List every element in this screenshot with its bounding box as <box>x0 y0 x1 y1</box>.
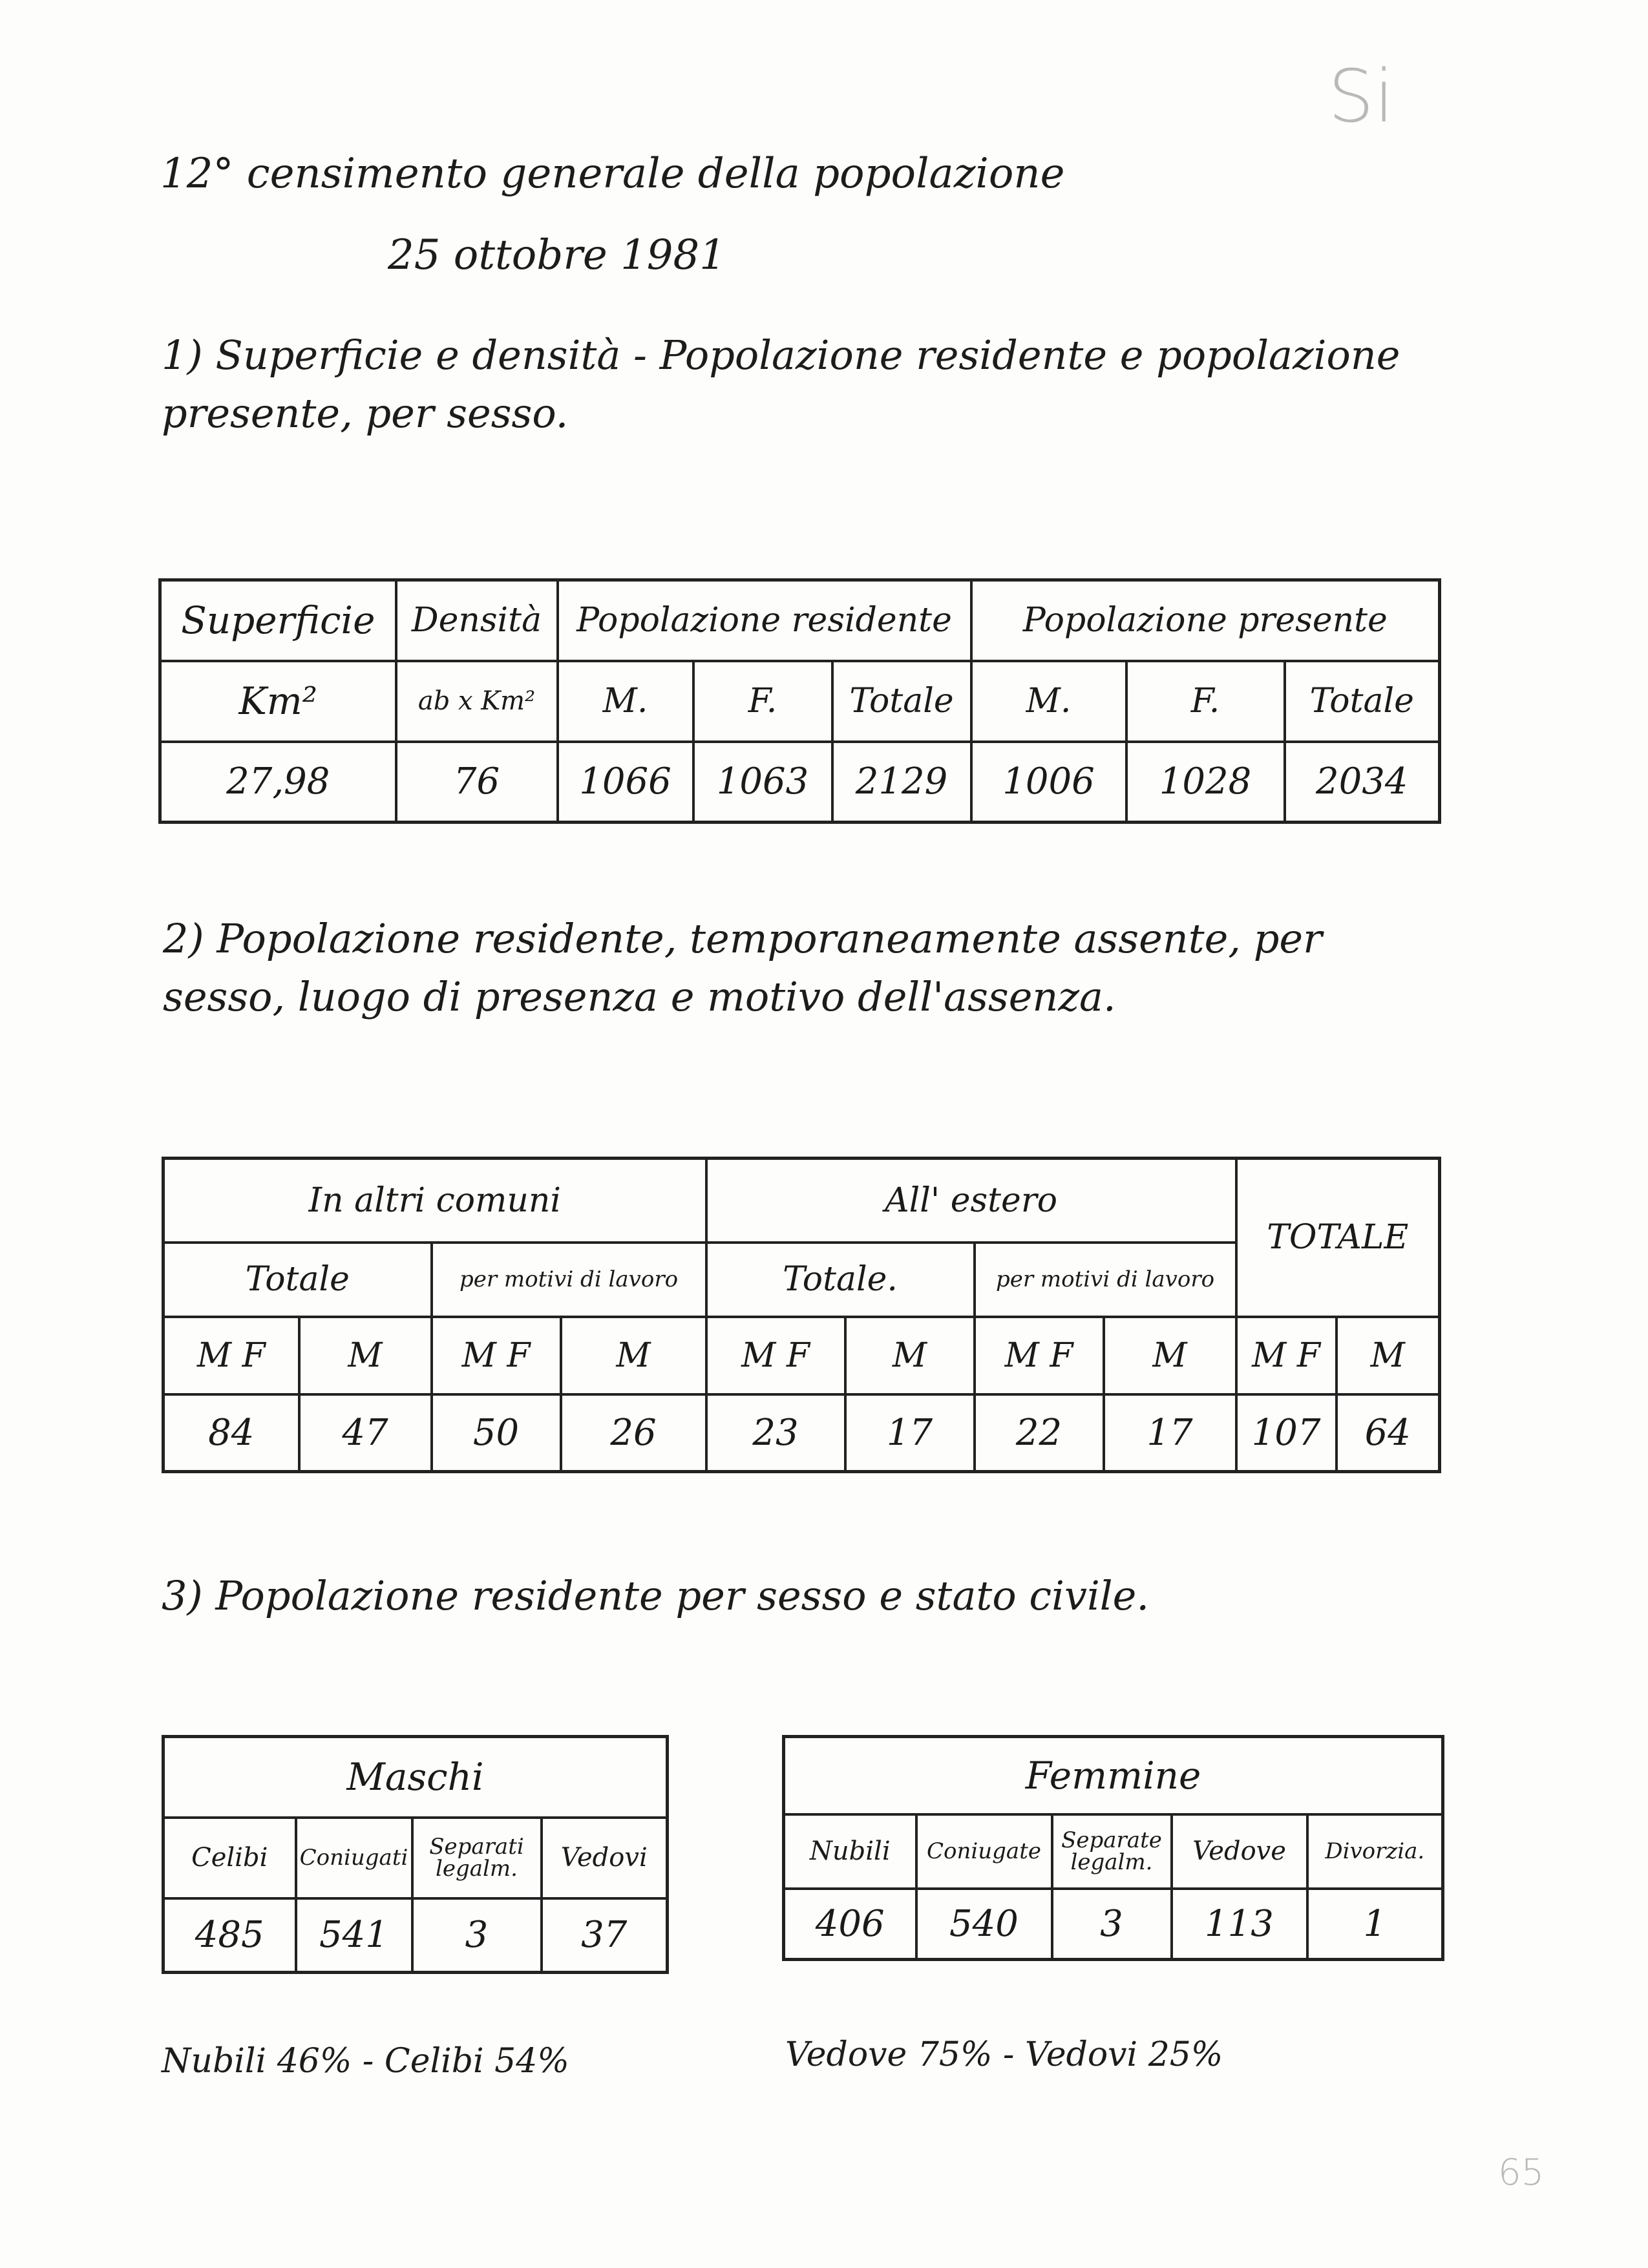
sex-label: M F <box>1236 1317 1336 1394</box>
value-separate: 3 <box>1052 1889 1172 1960</box>
section-3-heading: 3) Popolazione residente per sesso e stato civile. <box>162 1572 1150 1619</box>
sex-label: M <box>845 1317 975 1394</box>
table-assenti <box>162 1157 1441 1473</box>
header-totale: TOTALE <box>1236 1159 1440 1317</box>
sex-label: M <box>1104 1317 1236 1394</box>
value-separati: 3 <box>412 1898 542 1973</box>
section-2-heading: 2) Popolazione residente, temporaneamente assente, per sesso, luogo di presenza e motivo dell'assenza. <box>163 915 1322 1020</box>
value-superficie: 27,98 <box>160 742 396 823</box>
sub-lavoro-estero: per motivi di lavoro <box>975 1243 1236 1317</box>
header-densita: Densità <box>396 580 558 661</box>
sub-totale-altri-comuni: Totale <box>164 1243 432 1317</box>
table-maschi <box>162 1735 669 1974</box>
col-totale-residente: Totale <box>832 661 971 742</box>
col-femmine-residente: F. <box>693 661 832 742</box>
col-totale-presente: Totale <box>1285 661 1440 742</box>
value-coniugate: 540 <box>916 1889 1052 1960</box>
value-femmine-residenti: 1063 <box>693 742 832 823</box>
value-celibi: 485 <box>164 1898 296 1973</box>
col-maschi-residente: M. <box>558 661 693 742</box>
value-estero-totale-m: 17 <box>845 1394 975 1472</box>
value-estero-lavoro-mf: 22 <box>975 1394 1104 1472</box>
sex-label: M <box>299 1317 432 1394</box>
femmine-title: Femmine <box>784 1737 1443 1814</box>
value-altri-comuni-totale-mf: 84 <box>164 1394 299 1472</box>
header-altri-comuni: In altri comuni <box>164 1159 706 1243</box>
sub-lavoro-altri-comuni: per motivi di lavoro <box>432 1243 706 1317</box>
table-superficie-densita <box>158 578 1441 824</box>
value-totale-mf: 107 <box>1236 1394 1336 1472</box>
value-densita: 76 <box>396 742 558 823</box>
value-maschi-residenti: 1066 <box>558 742 693 823</box>
value-altri-comuni-lavoro-mf: 50 <box>432 1394 561 1472</box>
value-divorziate: 1 <box>1307 1889 1443 1960</box>
col-celibi: Celibi <box>164 1818 296 1898</box>
value-totale-m: 64 <box>1336 1394 1440 1472</box>
col-vedovi: Vedovi <box>542 1818 668 1898</box>
sex-label: M <box>561 1317 706 1394</box>
col-separati: Separati legalm. <box>412 1818 542 1898</box>
col-coniugate: Coniugate <box>916 1814 1052 1889</box>
header-estero: All' estero <box>706 1159 1236 1243</box>
value-estero-totale-mf: 23 <box>706 1394 845 1472</box>
table-femmine <box>782 1735 1444 1961</box>
sex-label: M F <box>706 1317 845 1394</box>
corner-pencil-mark: Si <box>1328 55 1395 139</box>
value-estero-lavoro-m: 17 <box>1104 1394 1236 1472</box>
page-date: 25 ottobre 1981 <box>388 231 726 279</box>
col-nubili: Nubili <box>784 1814 916 1889</box>
note-nubili-celibi: Nubili 46% - Celibi 54% <box>162 2042 569 2081</box>
page-number: 65 <box>1498 2152 1545 2194</box>
header-popolazione-presente: Popolazione presente <box>971 580 1440 661</box>
header-popolazione-residente: Popolazione residente <box>558 580 971 661</box>
value-coniugati: 541 <box>296 1898 412 1973</box>
col-maschi-presente: M. <box>971 661 1126 742</box>
col-separate: Separate legalm. <box>1052 1814 1172 1889</box>
header-superficie: Superficie <box>160 580 396 661</box>
section-1-heading: 1) Superficie e densità - Popolazione residente e popolazione presente, per sesso. <box>162 331 1400 437</box>
value-maschi-presenti: 1006 <box>971 742 1126 823</box>
unit-ab-km2: ab x Km² <box>396 661 558 742</box>
maschi-title: Maschi <box>164 1737 668 1818</box>
page-title: 12° censimento generale della popolazione <box>160 150 1065 198</box>
value-altri-comuni-lavoro-m: 26 <box>561 1394 706 1472</box>
value-nubili: 406 <box>784 1889 916 1960</box>
col-vedove: Vedove <box>1172 1814 1307 1889</box>
sex-label: M F <box>975 1317 1104 1394</box>
sub-totale-estero: Totale. <box>706 1243 975 1317</box>
value-altri-comuni-totale-m: 47 <box>299 1394 432 1472</box>
value-totale-residenti: 2129 <box>832 742 971 823</box>
sex-label: M F <box>432 1317 561 1394</box>
value-totale-presenti: 2034 <box>1285 742 1440 823</box>
value-vedove: 113 <box>1172 1889 1307 1960</box>
note-vedove-vedovi: Vedove 75% - Vedovi 25% <box>785 2035 1223 2074</box>
value-femmine-presenti: 1028 <box>1126 742 1285 823</box>
sex-label: M <box>1336 1317 1440 1394</box>
col-divorziate: Divorzia. <box>1307 1814 1443 1889</box>
value-vedovi: 37 <box>542 1898 668 1973</box>
col-femmine-presente: F. <box>1126 661 1285 742</box>
unit-km2: Km² <box>160 661 396 742</box>
col-coniugati: Coniugati <box>296 1818 412 1898</box>
sex-label: M F <box>164 1317 299 1394</box>
